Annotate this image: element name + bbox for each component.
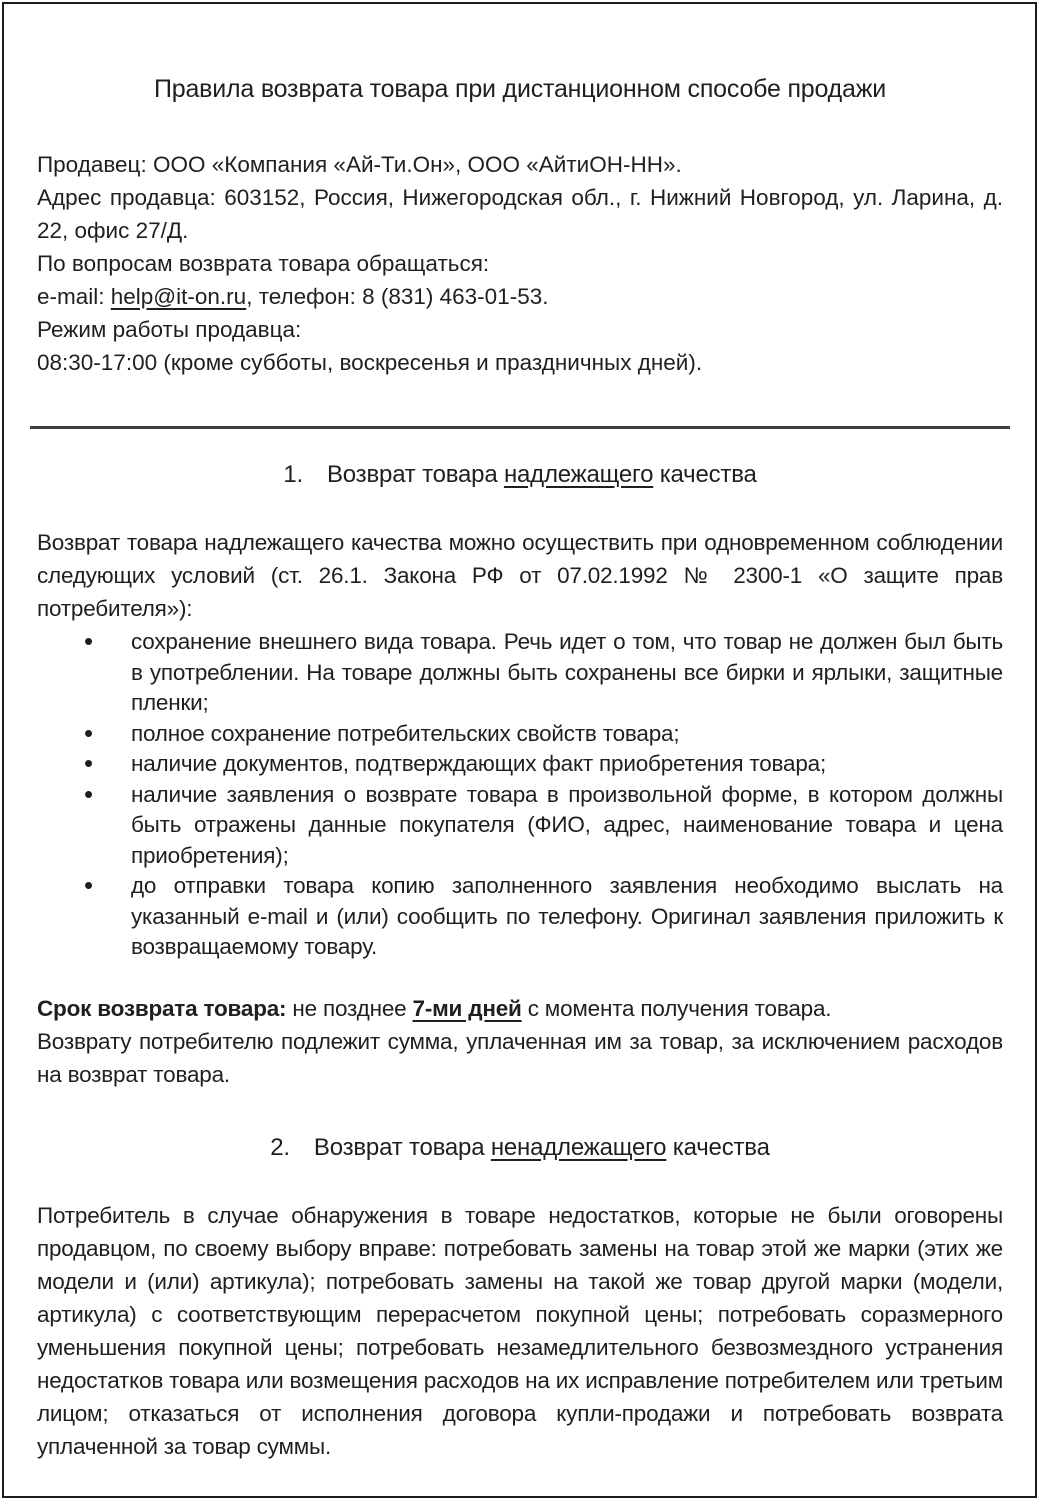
seller-line: Продавец: ООО «Компания «Ай-Ти.Он», ООО «АйтиОН-НН». bbox=[37, 152, 682, 177]
list-item-appearance: • сохранение внешнего вида товара. Речь идет о том, что товар не должен был быть в употреблении. На товаре должны быть сохранены все бирки и ярлыки, защитные пленки; bbox=[37, 627, 1003, 719]
seller-address: Адрес продавца: 603152, Россия, Нижегородская обл., г. Нижний Новгород, ул. Ларина, д. 22, офис 27/Д. bbox=[37, 185, 1003, 243]
section2-heading bbox=[37, 1133, 1003, 1163]
section2-title bbox=[314, 1134, 770, 1161]
list-item-properties: • полное сохранение потребительских свойств товара; bbox=[37, 719, 1003, 750]
section2-number: 2. bbox=[270, 1133, 290, 1161]
list-item-application: • наличие заявления о возврате товара в произвольной форме, в котором должны быть отражены данные покупателя (ФИО, адрес, наименование товара и цена приобретения); bbox=[37, 780, 1003, 872]
page-title: Правила возврата товара при дистанционном способе продажи bbox=[153, 75, 887, 103]
contact-intro: По вопросам возврата товара обращаться: bbox=[37, 251, 490, 276]
deadline-post: с момента получения товара. bbox=[521, 995, 832, 1021]
horizontal-divider bbox=[30, 426, 1010, 429]
section1-title-underlined: надлежащего bbox=[503, 461, 654, 488]
deadline-pre: не позднее bbox=[286, 995, 413, 1021]
return-deadline bbox=[37, 992, 1003, 1025]
work-hours-value: 08:30-17:00 (кроме субботы, воскресенья и праздничных дней). bbox=[37, 350, 703, 375]
phone-text: , телефон: 8 (831) 463-01-53. bbox=[246, 284, 549, 309]
contact-line bbox=[37, 280, 1003, 313]
seller-info bbox=[37, 148, 1003, 379]
email-label: e-mail: bbox=[37, 284, 111, 309]
section1-intro: Возврат товара надлежащего качества можно осуществить при одновременном соблюдении следующих условий (ст. 26.1. Закона РФ от 07.02.1992 № 2300-1 «О защите прав потребителя»): bbox=[37, 530, 1003, 621]
section2-title-underlined: ненадлежащего bbox=[490, 1133, 667, 1161]
section2-body: Потребитель в случае обнаружения в товаре недостатков, которые не были оговорены продавцом, по своему выбору вправе: потребовать замены на товар этой же марки (этих же модели и (или) артикула); потребовать замены на такой же товар другой марки (модели, артикула) с соответствующим перерасчетом покупной цены; потребовать соразмерного уменьшения покупной цены; потребовать незамедлительного безвозмездного устранения недостатков товара или возмещения расходов на их исправление потребителем или третьим лицом; отказаться от исполнения договора купли-продажи и потребовать возврата уплаченной за товар суммы. bbox=[37, 1202, 1003, 1459]
section1-title bbox=[327, 461, 757, 488]
section1-number: 1. bbox=[283, 461, 303, 488]
conditions-list bbox=[37, 627, 1003, 963]
section1-heading bbox=[37, 460, 1003, 490]
list-item-documents: • наличие документов, подтверждающих факт приобретения товара; bbox=[37, 749, 1003, 780]
section2-title-pre: Возврат товара bbox=[313, 1133, 491, 1161]
deadline-days: 7-ми дней bbox=[412, 995, 522, 1021]
section1-title-pre: Возврат товара bbox=[327, 461, 504, 488]
section1-title-post: качества bbox=[653, 461, 757, 488]
refund-note: Возврату потребителю подлежит сумма, уплаченная им за товар, за исключением расходов на возврат товара. bbox=[37, 1028, 1003, 1087]
email-link[interactable]: help@it-on.ru bbox=[110, 284, 247, 309]
work-hours-label: Режим работы продавца: bbox=[37, 317, 302, 342]
deadline-label: Срок возврата товара: bbox=[37, 995, 287, 1021]
document-page bbox=[2, 2, 1037, 1498]
return-terms bbox=[37, 992, 1003, 1091]
section2-title-post: качества bbox=[666, 1133, 770, 1161]
list-item-notification: • до отправки товара копию заполненного заявления необходимо выслать на указанный e-mail и (или) сообщить по телефону. Оригинал заявления приложить к возвращаемому товару. bbox=[37, 871, 1003, 963]
